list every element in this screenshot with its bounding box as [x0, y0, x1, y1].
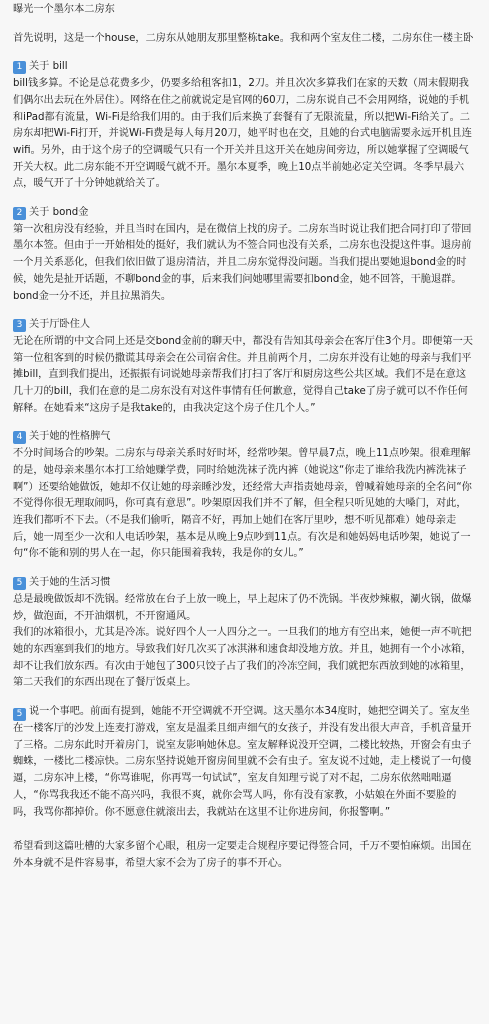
section-temper [13, 429, 476, 563]
section-living-room [13, 317, 476, 417]
section-title: 关于她的性格脾气 [29, 431, 111, 443]
keycap-number-icon: 1 [13, 61, 26, 74]
section-incident [13, 704, 476, 821]
section-title: 关于她的生活习惯 [29, 577, 111, 589]
section-body: 不分时间场合的吵架。二房东与母亲关系时好时坏，经常吵架。曾早晨7点，晚上11点吵架。很难理解的是，她母亲来墨尔本打工给她赚学费，同时给她洗袜子洗内裤（她说这“你走了谁给我洗内裤洗袜子啊”）还要给她做饭，她却不仅让她的母亲睡沙发，还经常大声指责她母亲，曾喊着她母亲的全名问“你不觉得你很无理取闹吗，你可真有意思”。吵架原因我们并不了解，但全程只听见她的大嗓门，对此，连我们都听不下去。（不是我们偷听，隔音不好，再加上她们在客厅里吵，想不听见都难）她母亲走后，她一周至少一次和人电话吵架，基本是从晚上9点吵到11点。有次是和她妈妈电话吵架，她说了一句“你不能和别的男人在一起，你只能围着我转，我是你的女儿。” [13, 448, 472, 560]
keycap-number-icon: 4 [13, 431, 26, 444]
section-body: 无论在所谓的中文合同上还是交bond金前的聊天中，都没有告知其母亲会在客厅住3个月。即便第一天第一位租客到的时候仍撒谎其母亲会在公司宿舍住。并且前两个月，二房东并没有让她的母亲与我们平摊bill，直到我们提出，还振振有词说她母亲帮我们打扫了客厅和厨房这些公共区域。我们不是在意这几十刀的bill，我们在意的是二房东没有对这件事情有任何歉意，觉得自己take了房子就可以不作任何解释。在她看来“这房子是我take的，由我决定这个房子住几个人。” [13, 335, 473, 414]
section-body: 第一次租房没有经验，并且当时在国内，是在微信上找的房子。二房东当时说让我们把合同打印了带回墨尔本签。但由于一开始相处的挺好，我们就认为不签合同也没有关系，二房东也没提这件事。退房前一个月关系恶化，但我们依旧做了退房清洁，并且二房东觉得没问题。当我们提出要她退bond金的时候，她先是扯开话题，不聊bond金的事，后来我们问她哪里需要扣bond金，她不回答，干脆退群。bond金一分不还，并且拉黑消失。 [13, 223, 472, 302]
keycap-number-icon: 2 [13, 207, 26, 220]
intro-paragraph: 首先说明，这是一个house，二房东从她朋友那里整栋take。我和两个室友住二楼，二房东住一楼主卧 [13, 32, 474, 44]
keycap-number-icon: 3 [13, 319, 26, 332]
section-heading [13, 575, 476, 592]
section-bill [13, 59, 476, 193]
section-title: 关于 bill [29, 61, 68, 73]
section-body: 总是最晚做饭却不洗锅。经常放在台子上放一晚上，早上起床了仍不洗锅。半夜炒辣椒，涮火锅，做爆炒，做泡面，不开油烟机，不开窗通风。 我们的冰箱很小，尤其是冷冻。说好四个人一人四分之一。一旦我们的地方有空出来，她便一声不吭把她的东西塞到我们的地方。导致我们好几次买了冰淇淋和速食却没地方放。并且，她拥有一个小冰箱，却不让我们放东西。有次由于她包了300只饺子占了我们的冷冻空间，我们就把东西放到她的冰箱里，第二天我们的东西出现在了餐厅饭桌上。 [13, 593, 472, 689]
section-title: 关于 bond金 [29, 207, 89, 219]
keycap-number-icon: 5 [13, 708, 26, 721]
section-bond [13, 205, 476, 305]
section-heading [13, 429, 476, 446]
section-heading [13, 317, 476, 334]
section-title: 关于厅卧住人 [29, 319, 91, 331]
keycap-number-icon: 5 [13, 577, 26, 590]
section-text: 说一个事吧。前面有提到，她能不开空调就不开空调。这天墨尔本34度时，她把空调关了。室友坐在一楼客厅的沙发上连麦打游戏，室友是温柔且细声细气的女孩子，并没有发出很大声音，手机音量开了三格。二房东此时开着房门，说室友影响她休息。室友解释说没开空调，二楼比较热，开窗会有虫子蜘蛛，一楼比二楼凉快。二房东坚持说她开窗房间里就不会有虫子。室友说不过她，走上楼说了一句傻逼，二房东冲上楼，“你骂谁呢，你再骂一句试试”，室友自知理亏说了对不起，二房东依然咄咄逼人，“你骂我我还不能不高兴吗，我很不爽，就你会骂人吗，你有没有家教，小姑娘在外面不要脸的吗，我骂你都掉价。你不愿意住就滚出去，我就站在这里不让你进房间，你报警啊。” [13, 706, 472, 818]
section-heading [13, 205, 476, 222]
section-habits [13, 575, 476, 692]
section-body: bill钱多算。不论是总花费多少，仍要多给租客扣1，2刀。并且次次多算我们在家的天数（周末假期我们偶尔出去玩在外居住）。网络在住之前就说定是官网的60刀，二房东说自己不会用网络，说她的手机和iPad都有流量，Wi-Fi是给我们用的。由于我们后来换了套餐有了无限流量，所以把Wi-Fi给关了。二房东却把Wi-Fi打开，并说Wi-Fi费是每人每月20刀，她平时也在交，且她的台式电脑需要永远开机且连wifi。另外，由于这个房子的空调暖气只有一个开关并且这开关在她房间旁边，所以她掌握了空调暖气开关大权。此二房东能不开空调暖气就不开。墨尔本夏季，晚上10点半前她必定关空调。冬季早晨六点，暖气开了十分钟她就给关了。 [13, 78, 472, 190]
post-title: 曝光一个墨尔本二房东 [13, 4, 115, 15]
section-heading [13, 59, 476, 76]
section-body [13, 704, 476, 821]
closing-paragraph: 希望看到这篇吐槽的大家多留个心眼，租房一定要走合规程序要记得签合同，千万不要怕麻烦。出国在外本身就不是件容易事，希望大家不会为了房子的事不开心。 [13, 841, 472, 869]
